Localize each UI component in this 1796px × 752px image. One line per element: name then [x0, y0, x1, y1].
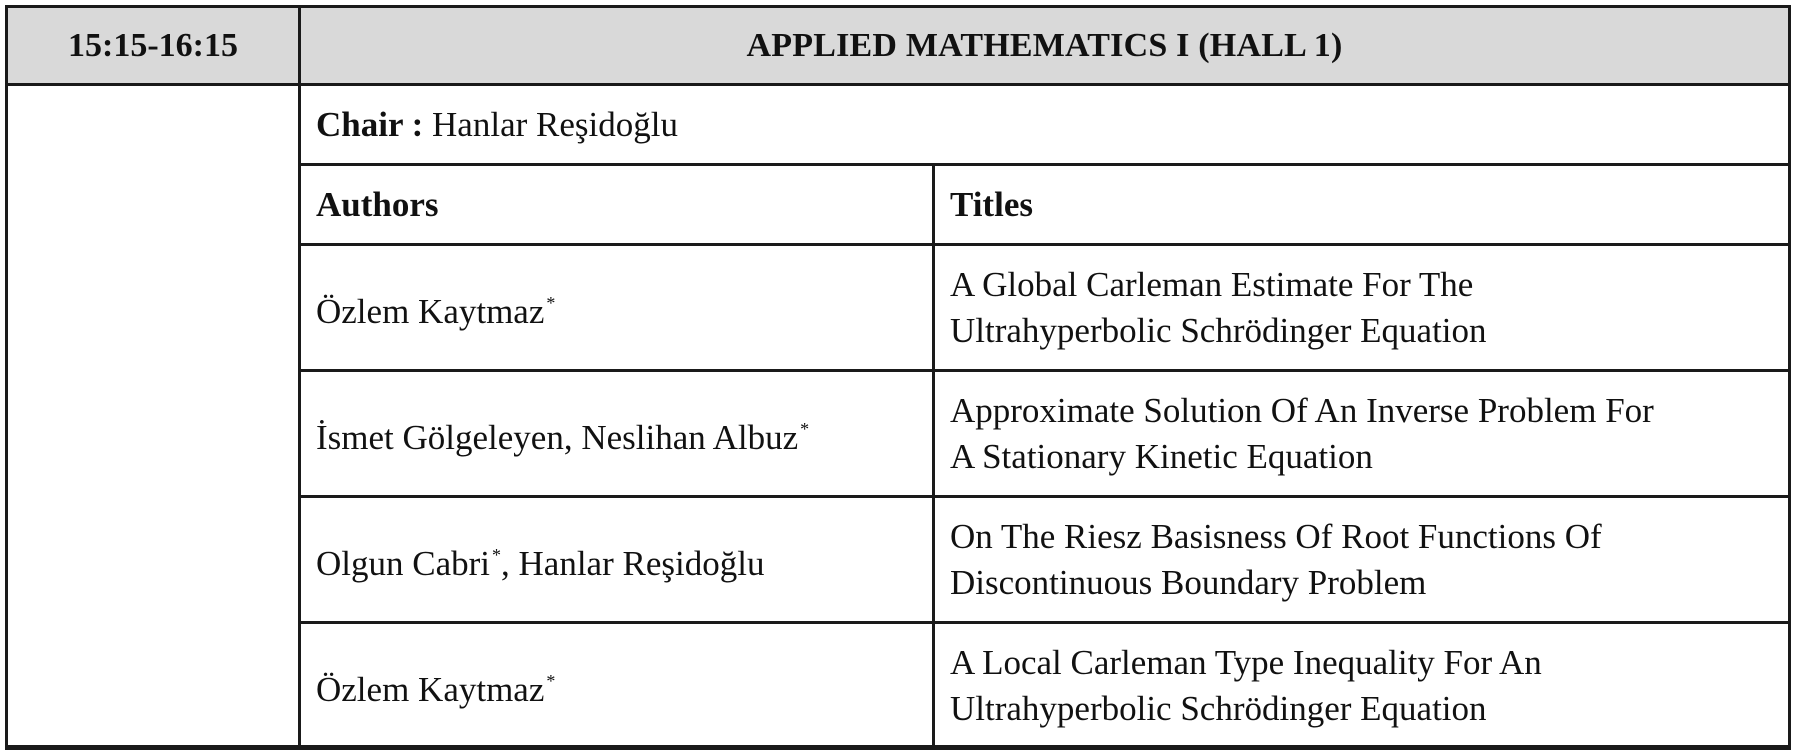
- presenter-mark: *: [546, 293, 556, 313]
- author-name: Neslihan Albuz: [581, 418, 799, 457]
- title-line: A Global Carleman Estimate For The: [950, 264, 1474, 304]
- author-name: Olgun Cabri: [316, 544, 491, 583]
- author-name: Özlem Kaytmaz: [316, 670, 545, 709]
- title-cell: [934, 623, 1790, 749]
- title-cell: [934, 497, 1790, 623]
- author-separator: ,: [563, 418, 582, 457]
- chair-name: Hanlar Reşidoğlu: [432, 104, 678, 144]
- authors-cell: [300, 497, 934, 623]
- title-line: Discontinuous Boundary Problem: [950, 562, 1427, 602]
- title-line: A Stationary Kinetic Equation: [950, 436, 1373, 476]
- author-name: Özlem Kaytmaz: [316, 292, 545, 331]
- authors-cell: [300, 245, 934, 371]
- title-line: A Local Carleman Type Inequality For An: [950, 642, 1542, 682]
- authors-cell: [300, 623, 934, 749]
- presenter-mark: *: [492, 545, 502, 565]
- session-program-table: [5, 5, 1791, 750]
- chair-cell: [300, 85, 1790, 165]
- authors-cell: [300, 371, 934, 497]
- author-separator: ,: [501, 544, 519, 583]
- session-title: APPLIED MATHEMATICS I (HALL 1): [300, 7, 1790, 85]
- author-name: İsmet Gölgeleyen: [316, 418, 564, 457]
- presenter-mark: *: [546, 671, 556, 691]
- time-column-spacer: [7, 85, 300, 749]
- title-line: On The Riesz Basisness Of Root Functions Of: [950, 516, 1602, 556]
- chair-row: [7, 85, 1790, 165]
- titles-column-header: Titles: [934, 165, 1790, 245]
- authors-column-header: Authors: [300, 165, 934, 245]
- author-name: Hanlar Reşidoğlu: [518, 544, 765, 583]
- next-section-divider: [5, 745, 1788, 748]
- title-line: Approximate Solution Of An Inverse Problem For: [950, 390, 1654, 430]
- title-line: Ultrahyperbolic Schrödinger Equation: [950, 688, 1487, 728]
- chair-label: Chair :: [316, 104, 424, 144]
- session-header-row: [7, 7, 1790, 85]
- presenter-mark: *: [800, 419, 810, 439]
- title-cell: [934, 245, 1790, 371]
- title-cell: [934, 371, 1790, 497]
- title-line: Ultrahyperbolic Schrödinger Equation: [950, 310, 1487, 350]
- session-time: 15:15-16:15: [7, 7, 300, 85]
